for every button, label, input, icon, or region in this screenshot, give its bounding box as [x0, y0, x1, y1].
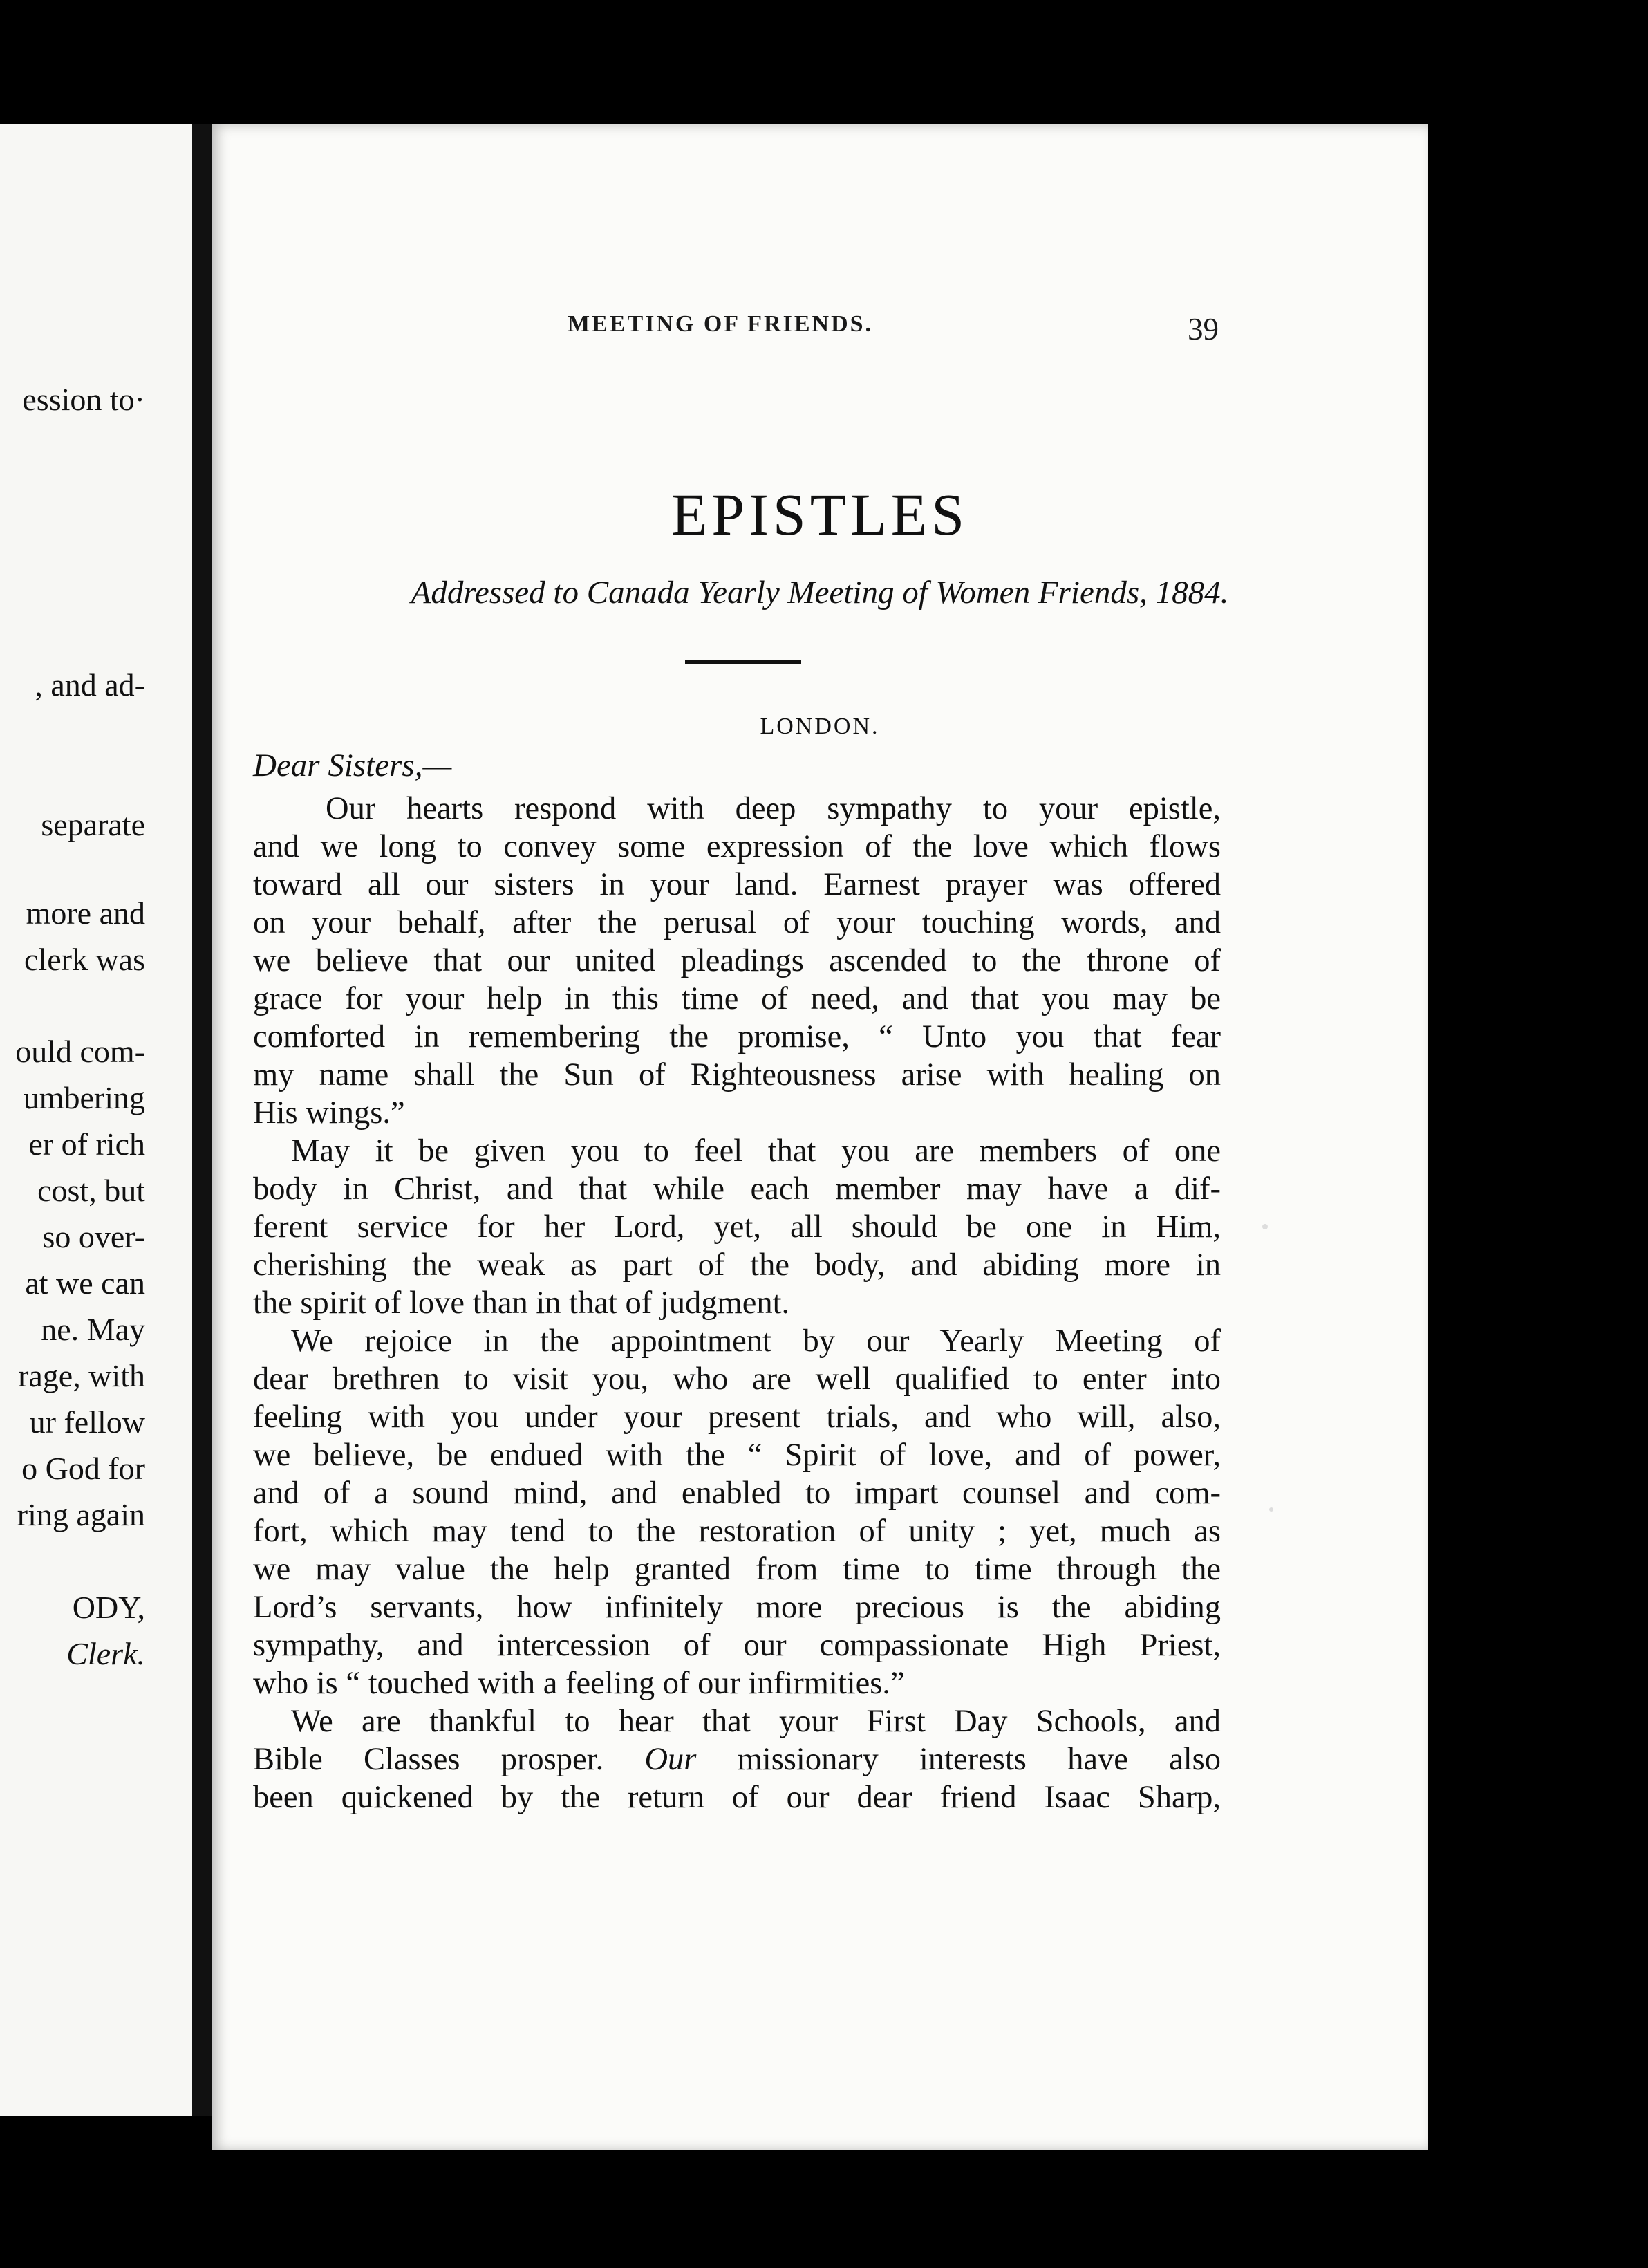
facing-page-left: [0, 124, 192, 2116]
paper-speck: [1262, 1224, 1268, 1229]
body-line: grace for your help in this time of need, and that you may be: [253, 981, 1221, 1016]
facing-page-line: at we can: [25, 1265, 145, 1301]
paper-speck: [1269, 1507, 1273, 1512]
page-number: 39: [1188, 312, 1219, 346]
body-line: His wings.”: [253, 1095, 405, 1131]
page-title: EPISTLES: [671, 481, 969, 548]
facing-page-line: ould com-: [15, 1034, 145, 1069]
body-line: Lord’s servants, how infinitely more precious is the abiding: [253, 1590, 1221, 1625]
facing-page-clerk: Clerk.: [66, 1636, 145, 1671]
facing-page-line: rage, with: [18, 1358, 145, 1393]
page-subtitle: Addressed to Canada Yearly Meeting of Women Friends, 1884.: [411, 575, 1229, 611]
facing-page-line: more and: [26, 895, 145, 931]
body-line: my name shall the Sun of Righteousness arise with healing on: [253, 1057, 1221, 1093]
body-line: body in Christ, and that while each member may have a dif-: [253, 1171, 1221, 1207]
epistle-body: [253, 790, 1221, 1816]
body-line: on your behalf, after the perusal of your touching words, and: [253, 905, 1221, 940]
facing-page-line: clerk was: [24, 942, 145, 977]
body-line: feeling with you under your present trials, and who will, also,: [253, 1400, 1221, 1435]
body-line: who is “ touched with a feeling of our infirmities.”: [253, 1666, 905, 1701]
facing-page-signature: ODY,: [72, 1590, 145, 1625]
facing-page-line: ession to·: [22, 382, 145, 417]
body-line: Our hearts respond with deep sympathy to your epistle,: [326, 791, 1221, 826]
body-segment: missionary interests have also: [737, 1742, 1221, 1777]
body-line: ferent service for her Lord, yet, all should be one in Him,: [253, 1209, 1221, 1245]
facing-page-line: , and ad-: [35, 667, 145, 703]
facing-page-line: separate: [41, 807, 145, 842]
body-line: we believe that our united pleadings ascended to the throne of: [253, 943, 1221, 978]
facing-page-line: so over-: [42, 1219, 145, 1254]
body-line-mixed: [253, 1740, 1221, 1778]
body-line: dear brethren to visit you, who are well qualified to enter into: [253, 1361, 1221, 1397]
facing-page-line: ne. May: [41, 1312, 145, 1347]
title-rule: [685, 660, 801, 664]
body-line: cherishing the weak as part of the body, and abiding more in: [253, 1247, 1221, 1283]
body-line: we believe, be endued with the “ Spirit of love, and of power,: [253, 1438, 1221, 1473]
emphasized-word: Our: [644, 1742, 697, 1777]
facing-page-line: cost, but: [37, 1173, 145, 1208]
facing-page-line: ring again: [17, 1497, 145, 1532]
facing-page-line: o God for: [21, 1451, 145, 1486]
book-gutter: [192, 124, 212, 2116]
body-line: been quickened by the return of our dear friend Isaac Sharp,: [253, 1780, 1221, 1815]
facing-page-line: umbering: [23, 1080, 145, 1115]
body-line: and of a sound mind, and enabled to impart counsel and com-: [253, 1476, 1221, 1511]
body-line: we may value the help granted from time to time through the: [253, 1552, 1221, 1587]
body-line: fort, which may tend to the restoration of unity ; yet, much as: [253, 1514, 1221, 1549]
body-line: comforted in remembering the promise, “ Unto you that fear: [253, 1019, 1221, 1054]
salutation: Dear Sisters,—: [253, 747, 452, 783]
body-line: toward all our sisters in your land. Earnest prayer was offered: [253, 867, 1221, 902]
book-page: [212, 124, 1428, 2150]
facing-page-line: er of rich: [28, 1126, 145, 1162]
epistle-location: LONDON.: [760, 714, 880, 739]
body-line: and we long to convey some expression of the love which flows: [253, 829, 1221, 864]
facing-page-line: ur fellow: [29, 1404, 145, 1440]
body-line: the spirit of love than in that of judgment.: [253, 1285, 790, 1321]
body-line: We rejoice in the appointment by our Yearly Meeting of: [291, 1323, 1221, 1359]
body-line: sympathy, and intercession of our compassionate High Priest,: [253, 1628, 1221, 1663]
body-segment: Bible Classes prosper.: [253, 1742, 604, 1777]
running-head: MEETING OF FRIENDS.: [568, 311, 874, 337]
body-line: May it be given you to feel that you are members of one: [291, 1133, 1221, 1169]
body-line: We are thankful to hear that your First Day Schools, and: [291, 1704, 1221, 1739]
